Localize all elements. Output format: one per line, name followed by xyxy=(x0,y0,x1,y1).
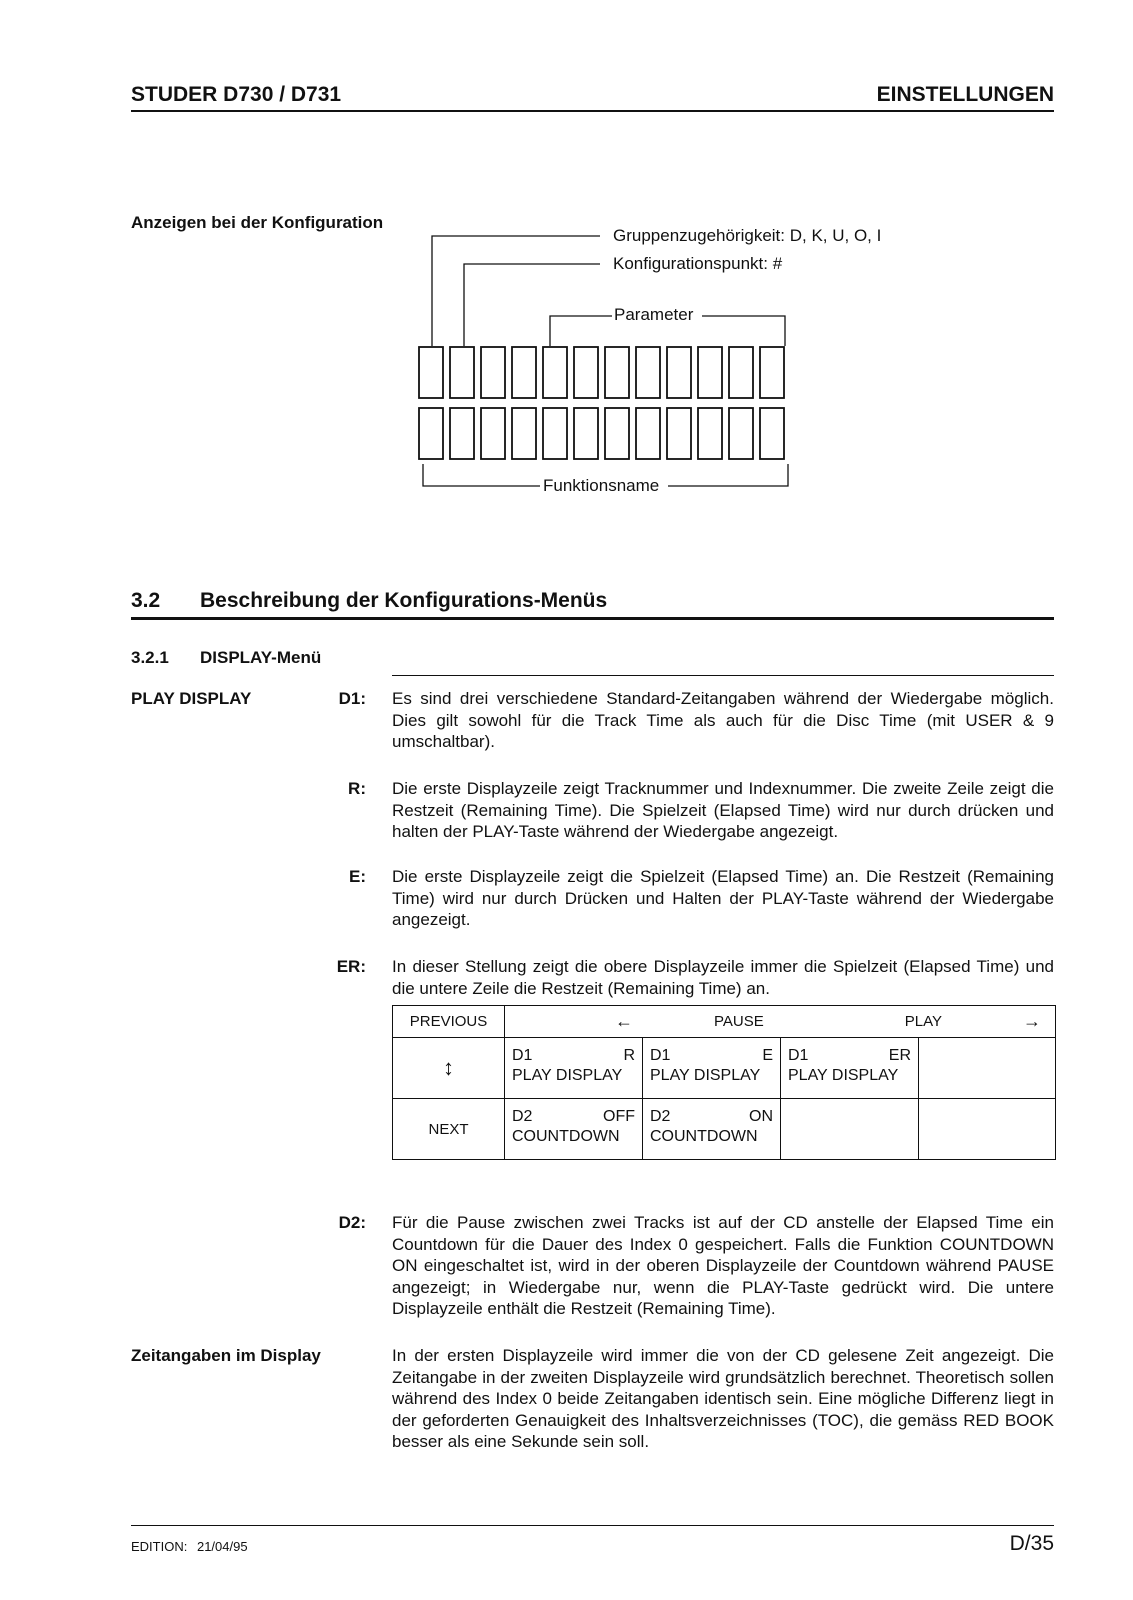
footer-rule xyxy=(131,1525,1054,1526)
para-e: Die erste Displayzeile zeigt die Spielzeit (Elapsed Time) an. Die Restzeit (Remaining Time) wird nur durch Drücken und Halten der PLAY-Taste während der Wiedergabe angezeigt. xyxy=(392,867,1054,930)
footer-edition xyxy=(131,1539,248,1554)
section-title: Beschreibung der Konfigurations-Menüs xyxy=(200,589,608,612)
cell-code: D1 xyxy=(788,1047,809,1064)
display-character-cell xyxy=(698,347,722,398)
cell-function: PLAY DISPLAY xyxy=(788,1067,899,1084)
left-arrow-icon: ← xyxy=(615,1011,633,1031)
pause-label: PAUSE xyxy=(714,1013,764,1030)
code-er: ER: xyxy=(336,957,366,976)
parameter-leader-right xyxy=(702,316,785,346)
display-character-cell xyxy=(698,408,722,459)
display-character-cell xyxy=(574,408,598,459)
label-function-name: Funktionsname xyxy=(543,476,660,495)
display-character-cell xyxy=(450,408,474,459)
display-character-cell xyxy=(543,408,567,459)
display-character-cell xyxy=(481,408,505,459)
label-group-membership: Gruppenzugehörigkeit: D, K, U, O, I xyxy=(613,226,882,245)
display-character-cell xyxy=(419,347,443,398)
para-r: Die erste Displayzeile zeigt Tracknummer und Indexnummer. Die zweite Zeile zeigt die Restzeit (Remaining Time). Die Spielzeit (Elapsed Time) wird nur durch drücken und halten der PLAY-Taste während der Wiedergabe angezeigt. xyxy=(392,779,1054,842)
cell-value: OFF xyxy=(603,1108,635,1125)
menu-cell-d2-on xyxy=(643,1099,781,1160)
function-leader-right xyxy=(668,464,788,486)
edition-label: EDITION: xyxy=(131,1539,188,1554)
function-leader-left xyxy=(423,464,540,486)
menu-navigation-table xyxy=(392,1005,1056,1160)
display-character-cell xyxy=(605,408,629,459)
header-left: STUDER D730 / D731 xyxy=(131,83,342,106)
play-label: PLAY xyxy=(904,1013,942,1030)
menu-cell-d2-off xyxy=(505,1099,643,1160)
display-character-cell xyxy=(636,408,660,459)
subsection-title: DISPLAY-Menü xyxy=(200,648,322,667)
display-diagram xyxy=(0,0,1133,520)
cell-code: D1 xyxy=(650,1047,671,1064)
next-label: NEXT xyxy=(428,1120,469,1138)
display-character-cell xyxy=(512,408,536,459)
code-d2: D2: xyxy=(338,1213,366,1232)
menu-cell-d1-r xyxy=(505,1038,643,1099)
menu-cell-empty xyxy=(781,1099,919,1160)
right-arrow-icon: → xyxy=(1023,1011,1041,1031)
code-e: E: xyxy=(349,867,366,886)
cell-function: PLAY DISPLAY xyxy=(650,1067,761,1084)
up-down-arrow-icon: ↕ xyxy=(443,1055,454,1080)
display-character-cell xyxy=(450,347,474,398)
menu-cell-empty xyxy=(919,1099,1056,1160)
para-zeit: In der ersten Displayzeile wird immer die von der CD gelesene Zeit angezeigt. Die Zeitangabe in der zweiten Displayzeile wird grundsätzlich berechnet. Theoretisch sollen während des Index 0 beide Zeitangaben identisch sein. Eine mögliche Differenz liegt in der geforderten Genauigkeit des Inhaltsverzeichnisses (TOC), die gemäss RED BOOK besser als eine Sekunde sein soll. xyxy=(392,1346,1054,1452)
display-character-cell xyxy=(574,347,598,398)
display-character-cell xyxy=(760,347,784,398)
code-d1: D1: xyxy=(338,689,366,708)
label-parameter: Parameter xyxy=(614,305,694,324)
para-d1: Es sind drei verschiedene Standard-Zeitangaben während der Wiedergabe möglich. Dies gilt sowohl für die Track Time als auch für die Disc Time (mit USER & 9 umschaltbar). xyxy=(392,689,1054,752)
cell-function: COUNTDOWN xyxy=(650,1128,758,1145)
para-er: In dieser Stellung zeigt die obere Displayzeile immer die Spielzeit (Elapsed Time) und die untere Zeile die Restzeit (Remaining Time) an. xyxy=(392,957,1054,998)
display-character-cell xyxy=(760,408,784,459)
para-d2: Für die Pause zwischen zwei Tracks ist auf der CD anstelle der Elapsed Time ein Countdown für die Dauer des Index 0 gespeichert. Falls die Funktion COUNTDOWN ON eingeschaltet ist, wird in der oberen Displayzeile der Countdown während PAUSE angezeigt; in Wiedergabe nur, wenn die PLAY-Taste gedrückt wird. Die untere Displayzeile enthält die Restzeit (Remaining Time). xyxy=(392,1213,1054,1319)
cell-code: D2 xyxy=(650,1108,671,1125)
parameter-leader-left xyxy=(550,316,612,346)
display-character-cell xyxy=(512,347,536,398)
cell-code: D1 xyxy=(512,1047,533,1064)
next-cell xyxy=(393,1099,505,1160)
page-number: D/35 xyxy=(1009,1532,1054,1555)
cell-value: ER xyxy=(888,1047,911,1064)
display-row-bottom xyxy=(419,408,784,459)
code-r: R: xyxy=(348,779,366,798)
header-bar xyxy=(505,1006,1056,1038)
display-character-cell xyxy=(636,347,660,398)
section-rule xyxy=(131,617,1054,620)
cell-value: ON xyxy=(749,1108,773,1125)
menu-cell-d1-e xyxy=(643,1038,781,1099)
subsection-number: 3.2.1 xyxy=(131,648,169,667)
zeit-label: Zeitangaben im Display xyxy=(131,1346,321,1365)
display-character-cell xyxy=(667,408,691,459)
play-display-label: PLAY DISPLAY xyxy=(131,689,252,708)
display-character-cell xyxy=(481,347,505,398)
config-title: Anzeigen bei der Konfiguration xyxy=(131,213,384,232)
cell-code: D2 xyxy=(512,1108,533,1125)
cell-value: R xyxy=(623,1047,635,1064)
display-character-cell xyxy=(605,347,629,398)
header-right: EINSTELLUNGEN xyxy=(876,83,1054,106)
cell-function: COUNTDOWN xyxy=(512,1128,620,1145)
subsection-rule xyxy=(392,675,1054,676)
display-character-cell xyxy=(543,347,567,398)
previous-cell xyxy=(393,1006,505,1038)
edition-date: 21/04/95 xyxy=(196,1539,248,1554)
menu-cell-d1-er xyxy=(781,1038,919,1099)
display-row-top xyxy=(419,347,784,398)
group-leader-line xyxy=(432,236,600,346)
cell-value: E xyxy=(762,1047,773,1064)
updown-cell xyxy=(393,1038,505,1099)
menu-cell-empty xyxy=(919,1038,1056,1099)
display-character-cell xyxy=(729,347,753,398)
display-character-cell xyxy=(667,347,691,398)
point-leader-line xyxy=(464,264,600,346)
label-config-point: Konfigurationspunkt: # xyxy=(613,254,783,273)
display-character-cell xyxy=(419,408,443,459)
section-number: 3.2 xyxy=(131,589,161,612)
display-character-cell xyxy=(729,408,753,459)
previous-label: PREVIOUS xyxy=(409,1013,488,1030)
cell-function: PLAY DISPLAY xyxy=(512,1067,623,1084)
